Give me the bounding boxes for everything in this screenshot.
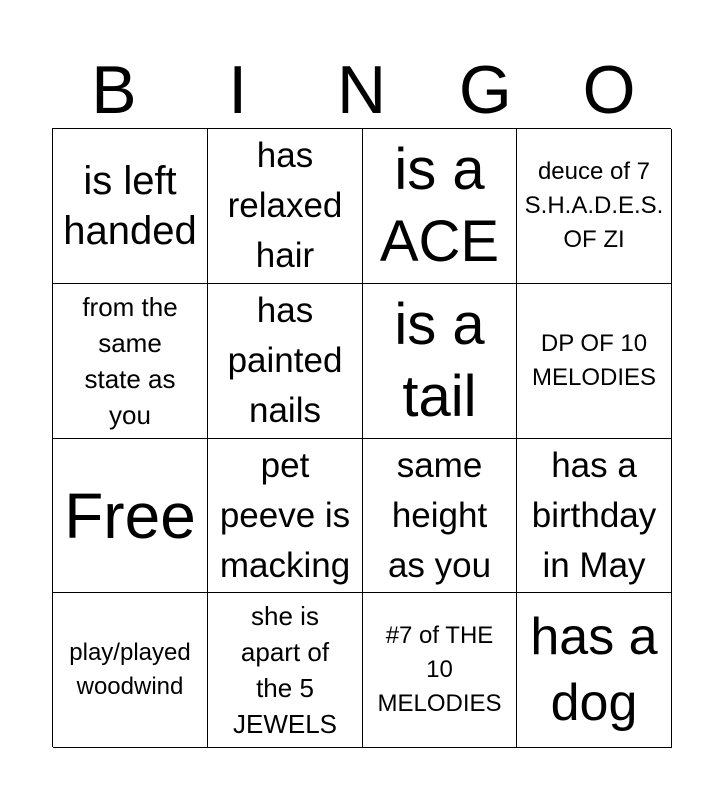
cell-text: pet peeve is macking	[219, 445, 351, 585]
cell-text: deuce of 7 S.H.A.D.E.S. OF ZI	[524, 158, 664, 253]
cell-text: has relaxed hair	[227, 136, 343, 275]
bingo-cell[interactable]	[208, 129, 363, 284]
cell-text: is left handed	[63, 159, 197, 253]
bingo-grid	[52, 128, 671, 747]
bingo-cell[interactable]	[363, 593, 517, 748]
cell-text: #7 of THE 10 MELODIES	[377, 622, 502, 717]
bingo-cell[interactable]	[208, 593, 363, 748]
bingo-cell[interactable]	[53, 593, 208, 748]
cell-text: has a birthday in May	[531, 445, 657, 585]
cell-text: play/played woodwind	[69, 639, 191, 700]
cell-text: is a tail	[394, 292, 485, 429]
bingo-cell[interactable]	[363, 284, 517, 439]
bingo-cell[interactable]	[208, 284, 363, 439]
header-letter-g: G	[458, 52, 512, 128]
header-letter-n: N	[336, 52, 387, 128]
bingo-header	[52, 52, 671, 128]
cell-text: Free	[64, 479, 196, 552]
header-letter-o: O	[582, 52, 636, 128]
cell-text: same height as you	[387, 445, 492, 585]
bingo-cell[interactable]	[517, 439, 672, 593]
bingo-cell[interactable]	[363, 129, 517, 284]
cell-text: is a ACE	[379, 137, 500, 274]
header-letter-b: B	[91, 52, 137, 128]
bingo-cell[interactable]	[53, 129, 208, 284]
bingo-cell[interactable]	[517, 129, 672, 284]
cell-text: she is apart of the 5 JEWELS	[232, 601, 338, 739]
free-space[interactable]	[53, 439, 208, 593]
bingo-cell[interactable]	[53, 284, 208, 439]
cell-text: DP OF 10 MELODIES	[531, 330, 657, 391]
cell-text: has painted nails	[227, 291, 343, 430]
bingo-cell[interactable]	[517, 284, 672, 439]
bingo-cell[interactable]	[363, 439, 517, 593]
cell-text: from the same state as you	[82, 292, 178, 430]
header-letter-i: I	[228, 52, 248, 128]
bingo-cell[interactable]	[517, 593, 672, 748]
bingo-cell[interactable]	[208, 439, 363, 593]
cell-text: has a dog	[530, 608, 658, 732]
